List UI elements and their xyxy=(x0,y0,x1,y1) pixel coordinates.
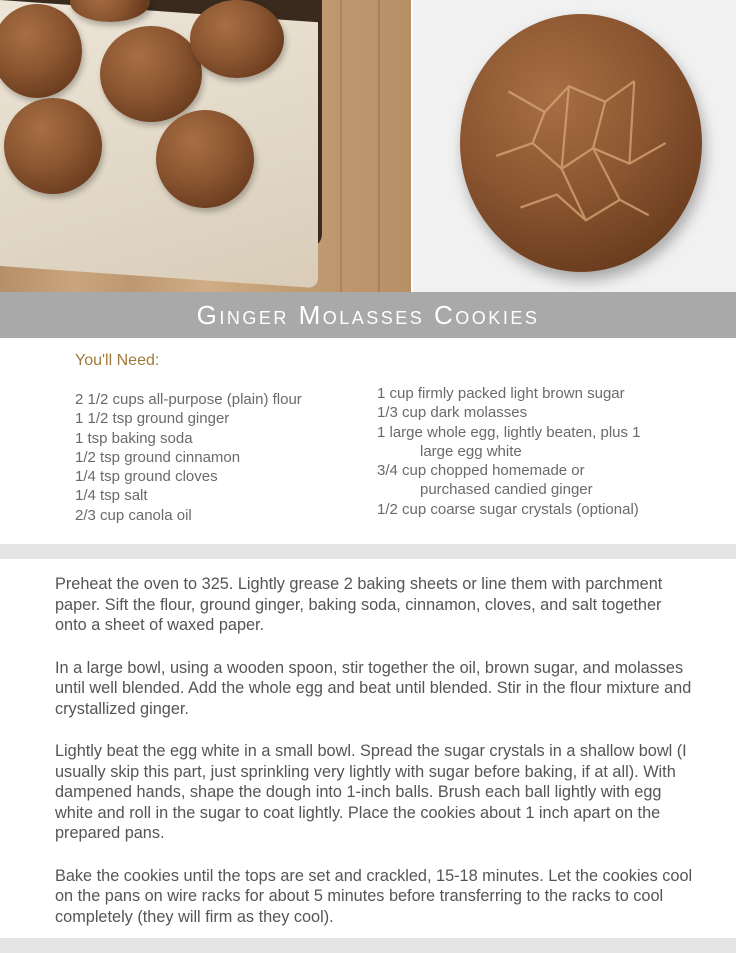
cookie xyxy=(190,0,284,78)
instruction-paragraph: In a large bowl, using a wooden spoon, stir together the oil, brown sugar, and molasses until well blended. Add the whole egg and beat until blended. Stir in the flour mixture and crystallized ginger. xyxy=(55,658,692,718)
footer-divider xyxy=(0,938,736,953)
ingredient-item: 2/3 cup canola oil xyxy=(75,506,192,524)
cookie xyxy=(100,26,202,122)
page-title: Ginger Molasses Cookies xyxy=(196,300,540,330)
ingredient-item: 3/4 cup chopped homemade or xyxy=(377,462,585,480)
instruction-paragraph: Preheat the oven to 325. Lightly grease 2 baking sheets or line them with parchment paper. Sift the flour, ground ginger, baking soda, cinnamon, cloves, and salt together onto a sheet of waxed paper. xyxy=(55,575,663,634)
single-cookie-photo xyxy=(413,0,736,292)
ingredient-item: 1 1/2 tsp ground ginger xyxy=(75,410,230,428)
section-divider xyxy=(0,544,736,559)
ingredient-item: 1/2 cup coarse sugar crystals (optional) xyxy=(377,500,639,518)
ingredient-item-continued: purchased candied ginger xyxy=(420,481,593,499)
instruction-paragraph: Bake the cookies until the tops are set and crackled, 15-18 minutes. Let the cookies cool on the pans on wire racks for about 5 minutes before transferring to the racks to cool completely (they will firm as they cool). xyxy=(55,866,693,926)
ingredient-item: 1/3 cup dark molasses xyxy=(377,404,528,422)
photo-header xyxy=(0,0,736,292)
ingredient-item: 1/4 tsp salt xyxy=(75,487,148,505)
instructions xyxy=(55,574,695,949)
ingredient-item: 1 cup firmly packed light brown sugar xyxy=(377,385,625,402)
ingredient-item: 1 tsp baking soda xyxy=(75,429,193,447)
ingredient-item: 2 1/2 cups all-purpose (plain) flour xyxy=(75,391,302,408)
instruction-paragraph: Lightly beat the egg white in a small bowl. Spread the sugar crystals in a shallow bowl (I usually skip this part, just sprinkling very lightly with sugar before baking, if at all). With dampened hands, shape the dough into 1-inch balls. Brush each ball lightly with egg white and roll in the sugar to coat lightly. Place the cookies about 1 inch apart on the prepared pans. xyxy=(55,742,687,842)
ingredient-item: 1/2 tsp ground cinnamon xyxy=(75,448,241,466)
ingredient-item: 1 large whole egg, lightly beaten, plus 1 xyxy=(377,423,641,441)
cookie-closeup xyxy=(460,14,702,272)
ingredients-heading: You'll Need: xyxy=(75,352,160,369)
cookies-on-tray-photo xyxy=(0,0,411,292)
ingredient-item: 1/4 tsp ground cloves xyxy=(75,468,218,486)
ingredients-list-left xyxy=(75,390,302,525)
cookie xyxy=(156,110,254,208)
cookie xyxy=(4,98,102,194)
title-band xyxy=(0,292,736,338)
ingredients-list-right xyxy=(377,384,641,519)
ingredient-item-continued: large egg white xyxy=(420,442,522,460)
